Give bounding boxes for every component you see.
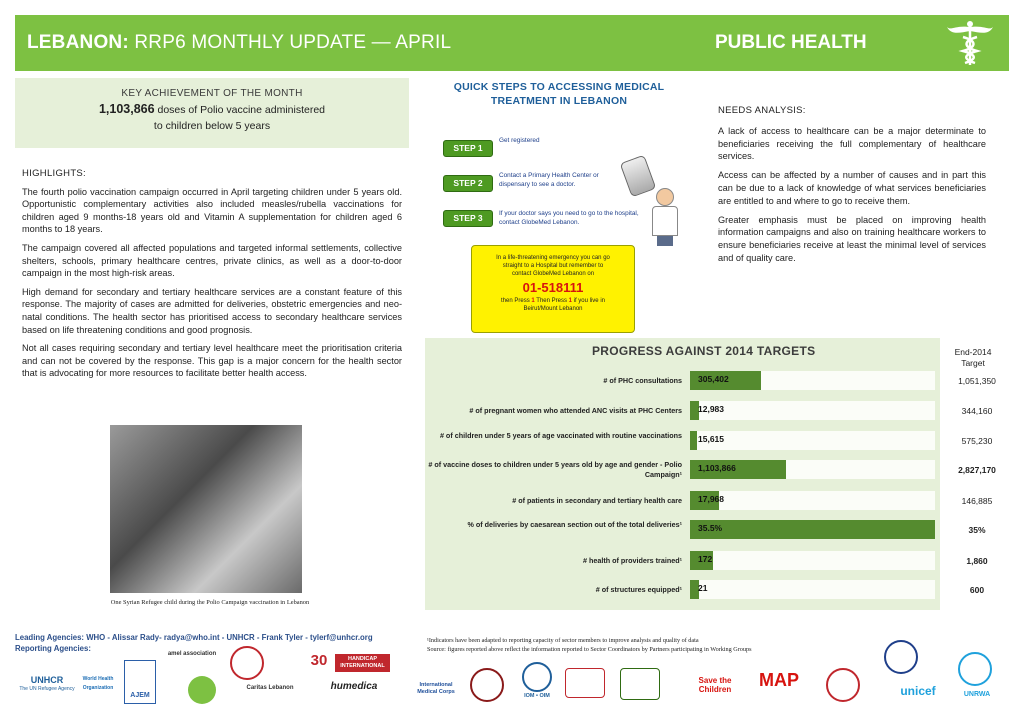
chart-bar-value: 15,615 xyxy=(698,434,724,444)
partner-red-seal-logo xyxy=(826,668,860,702)
chart-target-value: 600 xyxy=(969,585,985,595)
chart-bar xyxy=(690,431,697,450)
chart-bar-value: 17,968 xyxy=(698,494,724,504)
quick-steps-section xyxy=(425,80,693,312)
chart-row-label: # of PHC consultations xyxy=(603,376,682,385)
chart-bar-track xyxy=(690,401,935,420)
chart-target-value: 575,230 xyxy=(961,436,993,446)
photo-caption: One Syrian Refugee child during the Polio Campaign vaccination in Lebanon xyxy=(110,599,310,606)
chart-title: PROGRESS AGAINST 2014 TARGETS xyxy=(592,344,816,358)
chart-target-value: 344,160 xyxy=(961,406,993,416)
chart-bar xyxy=(690,520,935,539)
chart-row-label: # of vaccine doses to children under 5 years old by age and gender - Polio Campaign¹ xyxy=(428,460,682,479)
chart-bar-track xyxy=(690,520,935,539)
quick-steps-title: QUICK STEPS TO ACCESSING MEDICAL TREATMENT IN LEBANON xyxy=(453,81,665,107)
leading-agencies: Leading Agencies: WHO - Alissar Rady- radya@who.int - UNHCR - Frank Tyler - tylerf@unhcr.org xyxy=(15,633,373,642)
highlights-paragraph: Not all cases requiring secondary and tertiary level healthcare meet the prioritisation criteria and can not be covered by the response. This gap is a major concern for the health sector that is advocating for more resources to facilitate better health access. xyxy=(22,343,402,379)
partner-arabic-logo xyxy=(565,668,605,698)
step-3-badge: STEP 3 xyxy=(443,210,493,227)
chart-target-value: 1,860 xyxy=(966,556,988,566)
save-the-children-logo: Save the Children xyxy=(698,676,732,694)
chart-target-value: 146,885 xyxy=(961,496,993,506)
handicap-30-logo: 30 xyxy=(310,652,328,669)
highlights-paragraph: The campaign covered all affected populations and targeted informal settlements, collective shelters, schools, primary healthcare centres, private clinics, as well as a door-to-door campaign in the most high-risk areas. xyxy=(22,242,402,279)
chart-bar-track xyxy=(690,431,935,450)
amel-logo: amel association xyxy=(167,651,217,657)
chart-bar-track xyxy=(690,371,935,390)
chart-target-value: 1,051,350 xyxy=(958,376,996,386)
map-logo: MAP xyxy=(759,670,799,690)
emergency-box: In a life-threatening emergency you can go straight to a Hospital but remember to contact GlobeMed Lebanon on 01-518111 then Press 1 Then Press 1 if you live in Beirut/Mount Lebanon xyxy=(471,245,635,333)
green-partner-logo xyxy=(188,676,216,704)
unicef-logo: unicef xyxy=(900,684,936,698)
highlights-paragraph: The fourth polio vaccination campaign occurred in April targeting children under 5 years old. Opportunistic complementary activities also included measles/rubella vaccinations for children aged 9 months-18 years old and Vitamin A supplementation for children aged 6 months to 18 years. xyxy=(22,186,402,235)
chart-row-label: # of children under 5 years of age vaccinated with routine vaccinations xyxy=(439,431,682,440)
highlights-heading: HIGHLIGHTS: xyxy=(22,168,87,179)
chart-row-label: # health of providers trained¹ xyxy=(582,556,682,565)
footnote: ¹Indicators have been adapted to reporting capacity of sector members to improve analysis and quality of data Source: figures reported above reflect the information reported to Sector Coordinators by Partners participating in Working Groups xyxy=(427,637,752,653)
target-column-header: End-2014 Target xyxy=(954,347,992,368)
chart-bar-track xyxy=(690,460,935,479)
handicap-logo: HANDICAP INTERNATIONAL xyxy=(335,654,390,672)
key-achievement-box xyxy=(15,78,409,148)
key-achievement-heading: KEY ACHIEVEMENT OF THE MONTH xyxy=(121,88,303,99)
chart-bar-value: 305,402 xyxy=(698,374,729,384)
ajem-logo: AJEM xyxy=(124,660,156,704)
highlights-section xyxy=(22,168,402,386)
caduceus-icon xyxy=(945,19,995,67)
reporting-agencies: Reporting Agencies: xyxy=(15,644,91,653)
needs-paragraph: Greater emphasis must be placed on improving health information campaigns and also on training healthcare workers to ensure beneficiaries receive at least the minimal level of services and of quality care. xyxy=(718,214,986,263)
key-achievement-line1: 1,103,866 doses of Polio vaccine administered xyxy=(98,102,326,116)
iom-logo: IOM • OIM xyxy=(524,693,550,699)
doctor-icon xyxy=(647,188,683,244)
chart-bar-value: 1,103,866 xyxy=(698,463,736,473)
chart-bar-value: 12,983 xyxy=(698,404,724,414)
highlights-paragraph: High demand for secondary and tertiary healthcare services are a constant feature of this response. The majority of cases are admitted for deliveries, obstetric emergencies and neo-natal conditions. The health sector has prioritised access to secondary healthcare services based on life threatening conditions and good prognosis. xyxy=(22,286,402,335)
key-achievement-line2: to children below 5 years xyxy=(153,120,271,132)
chart-row-label: # of patients in secondary and tertiary health care xyxy=(512,496,682,505)
chart-target-value: 35% xyxy=(968,525,986,535)
needs-heading: NEEDS ANALYSIS: xyxy=(718,105,806,116)
chart-row-label: # of pregnant women who attended ANC visits at PHC Centers xyxy=(469,406,682,415)
step-2-text: Contact a Primary Health Center or dispensary to see a doctor. xyxy=(499,172,599,188)
who-logo: World Health Organization xyxy=(82,676,114,691)
chart-bar-track xyxy=(690,551,935,570)
needs-analysis-section xyxy=(718,105,986,271)
page-header xyxy=(15,15,1009,71)
unrwa-logo: UNRWA xyxy=(963,691,991,698)
chart-bar-value: 21 xyxy=(698,583,708,593)
emergency-number: 01-518111 xyxy=(522,280,584,295)
unhcr-logo: UNHCR The UN Refugee Agency xyxy=(19,675,75,692)
partner-green-logo xyxy=(620,668,660,700)
humedica-logo: humedica xyxy=(330,681,378,692)
un-emblem-icon xyxy=(958,652,992,686)
chart-bar-value: 35.5% xyxy=(698,523,723,533)
chart-row-label: % of deliveries by caesarean section out of the total deliveries¹ xyxy=(467,520,682,529)
needs-paragraph: Access can be affected by a number of causes and in part this can be due to a lack of knowledge of what services beneficiaries are entitled to and where to go to receive them. xyxy=(718,170,986,206)
step-3-text: If your doctor says you need to go to the hospital, contact GlobeMed Lebanon. xyxy=(499,210,639,226)
chart-bar-track xyxy=(690,491,935,510)
partner-seal-logo xyxy=(470,668,504,702)
ministry-seal-logo xyxy=(884,640,918,674)
caritas-logo: Caritas Lebanon xyxy=(246,685,294,691)
needs-paragraph: A lack of access to healthcare can be a major determinate to beneficiaries receiving the full complementary of healthcare services. xyxy=(718,125,986,162)
step-1-text: Get registered xyxy=(499,137,540,144)
chart-bar-track xyxy=(690,580,935,599)
step-1-badge: STEP 1 xyxy=(443,140,493,157)
page-title: LEBANON: RRP6 MONTHLY UPDATE — APRIL xyxy=(27,32,452,53)
imc-logo: International Medical Corps xyxy=(417,682,455,695)
sector-title: PUBLIC HEALTH xyxy=(715,32,867,53)
emblem-logo xyxy=(230,646,264,680)
step-2-badge: STEP 2 xyxy=(443,175,493,192)
iom-emblem-icon xyxy=(522,662,552,692)
chart-target-value: 2,827,170 xyxy=(958,465,996,475)
vaccination-photo xyxy=(110,425,302,593)
chart-row-label: # of structures equipped¹ xyxy=(595,585,682,594)
chart-bar-value: 172 xyxy=(698,554,713,564)
